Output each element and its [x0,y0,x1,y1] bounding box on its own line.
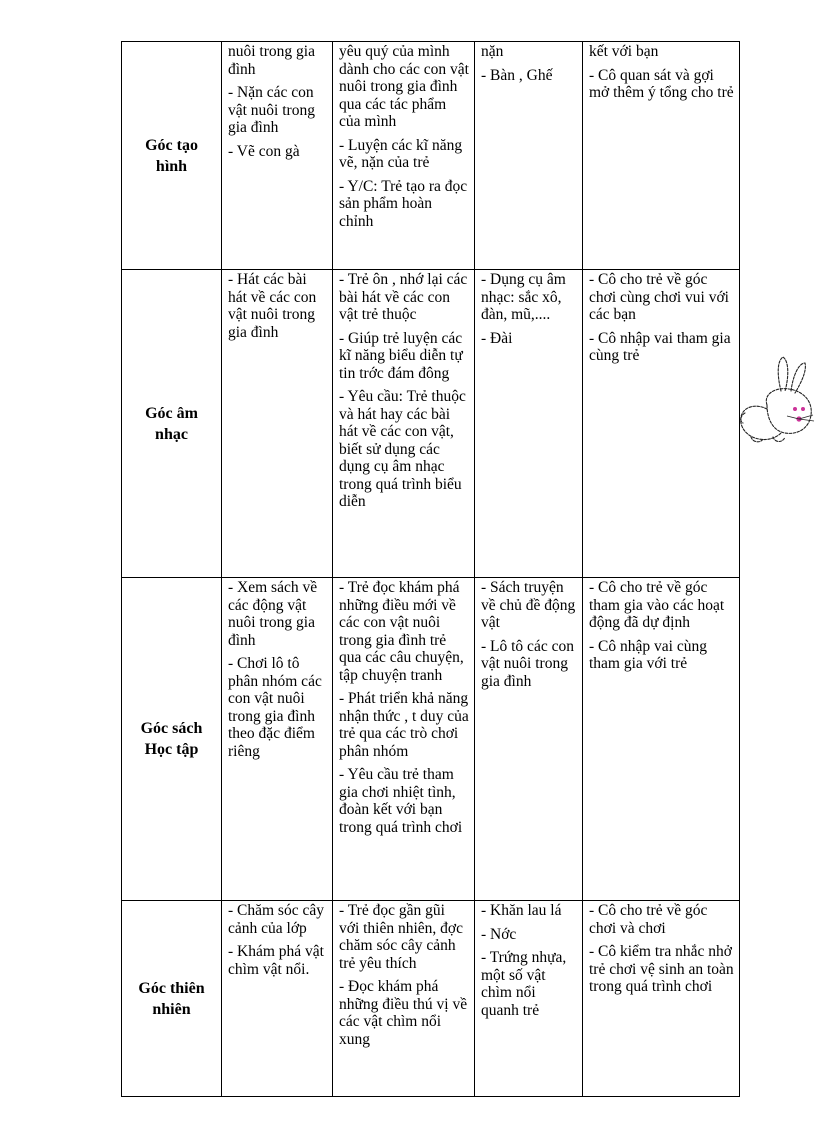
guidance-cell: kết với bạn - Cô quan sát và gợi mở thêm ý tổng cho trẻ [583,42,740,270]
materials-cell: nặn - Bàn , Ghế [475,42,583,270]
objective-cell: - Trẻ đọc khám phá những điều mới về các con vật nuôi trong gia đình trẻ qua các câu chuyện, tập chuyện tranh - Phát triển khả năng nhận thức , t duy của trẻ qua các trò chơi phân nhóm - Yêu cầu trẻ tham gia chơi nhiệt tình, đoàn kết với bạn trong quá trình chơi [333,578,475,901]
content-cell: - Chăm sóc cây cảnh của lớp - Khám phá vật chìm vật nổi. [222,901,333,1097]
objective-cell: yêu quý của mình dành cho các con vật nuôi trong gia đình qua các tác phẩm của mình - Luyện các kĩ năng vẽ, nặn của trẻ - Y/C: Trẻ tạo ra đọc sản phẩm hoàn chỉnh [333,42,475,270]
rabbit-icon [737,353,815,445]
guidance-cell: - Cô cho trẻ về góc tham gia vào các hoạt động đã dự định - Cô nhập vai cùng tham gia với trẻ [583,578,740,901]
content-cell: - Hát các bài hát về các con vật nuôi trong gia đình [222,270,333,578]
table-row [122,270,740,578]
objective-cell: - Trẻ đọc gần gũi với thiên nhiên, đợc chăm sóc cây cảnh trẻ yêu thích - Đọc khám phá những điều thú vị về các vật chìm nổi xung [333,901,475,1097]
corner-name: Góc tạo hình [122,42,222,270]
objective-cell: - Trẻ ôn , nhớ lại các bài hát về các con vật trẻ thuộc - Giúp trẻ luyện các kĩ năng biểu diễn tự tin trớc đám đông - Yêu cầu: Trẻ thuộc và hát hay các bài hát về các con vật, biết sử dụng các dụng cụ âm nhạc trong quá trình biểu diễn [333,270,475,578]
activity-plan-table [121,41,740,1097]
content-cell: - Xem sách về các động vật nuôi trong gia đình - Chơi lô tô phân nhóm các con vật nuôi trong gia đình theo đặc điểm riêng [222,578,333,901]
materials-cell: - Dụng cụ âm nhạc: sắc xô, đàn, mũ,.... - Đài [475,270,583,578]
table-row [122,578,740,901]
corner-name: Góc sách Học tập [122,578,222,901]
content-cell: nuôi trong gia đình - Nặn các con vật nuôi trong gia đình - Vẽ con gà [222,42,333,270]
table-row [122,42,740,270]
corner-name: Góc âm nhạc [122,270,222,578]
table-row [122,901,740,1097]
corner-name: Góc thiên nhiên [122,901,222,1097]
materials-cell: - Sách truyện về chủ đề động vật - Lô tô các con vật nuôi trong gia đình [475,578,583,901]
guidance-cell: - Cô cho trẻ về góc chơi cùng chơi vui với các bạn - Cô nhập vai tham gia cùng trẻ [583,270,740,578]
guidance-cell: - Cô cho trẻ về góc chơi và chơi - Cô kiểm tra nhắc nhở trẻ chơi vệ sinh an toàn trong quá trình chơi [583,901,740,1097]
materials-cell: - Khăn lau lá - Nớc - Trứng nhựa, một số vật chìm nổi quanh trẻ [475,901,583,1097]
